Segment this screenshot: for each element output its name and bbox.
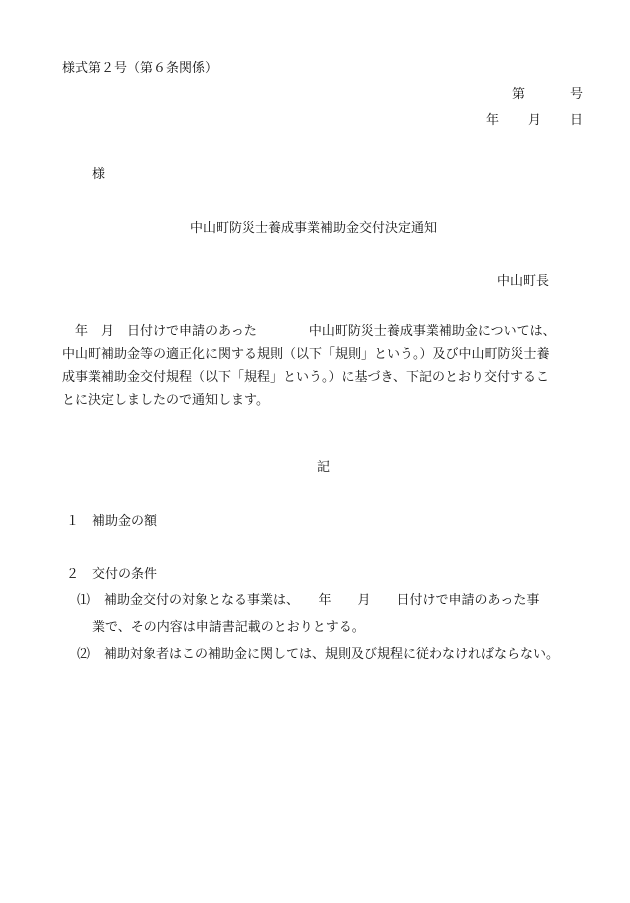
body-paragraph xyxy=(62,320,592,412)
date-year: 年 xyxy=(486,113,500,128)
condition-number: ⑴ xyxy=(77,593,91,608)
ki-heading: 記 xyxy=(317,460,331,475)
document-title: 中山町防災士養成事業補助金交付決定通知 xyxy=(190,221,438,236)
date-month: 月 xyxy=(528,113,542,128)
section-label: 交付の条件 xyxy=(92,567,158,582)
section-label: 補助金の額 xyxy=(92,514,158,529)
doc-number-prefix: 第 xyxy=(512,87,526,102)
condition-text-line: 補助金交付の対象となる事業は、 年 月 日付けで申請のあった事 xyxy=(104,593,540,608)
condition-text-line: 補助対象者はこの補助金に関しては、規則及び規程に従わなければならない。 xyxy=(104,647,560,662)
body-line: 年 月 日付けで申請のあった 中山町防災士養成事業補助金については、 xyxy=(62,324,556,339)
section-number: ２ xyxy=(66,567,80,582)
form-label: 様式第２号（第６条関係） xyxy=(62,61,219,76)
date-day: 日 xyxy=(570,113,584,128)
body-line: 中山町補助金等の適正化に関する規則（以下「規則」という。）及び中山町防災士養 xyxy=(62,347,550,362)
body-line: とに決定しましたので通知します。 xyxy=(62,393,269,408)
addressee: 様 xyxy=(92,167,106,182)
condition-text-line: 業で、その内容は申請書記載のとおりとする。 xyxy=(92,620,365,635)
doc-number-suffix: 号 xyxy=(570,87,584,102)
body-line: 成事業補助金交付規程（以下「規程」という。）に基づき、下記のとおり交付するこ xyxy=(62,370,549,385)
condition-number: ⑵ xyxy=(77,647,91,662)
section-number: １ xyxy=(66,514,80,529)
issuer: 中山町長 xyxy=(497,274,550,289)
